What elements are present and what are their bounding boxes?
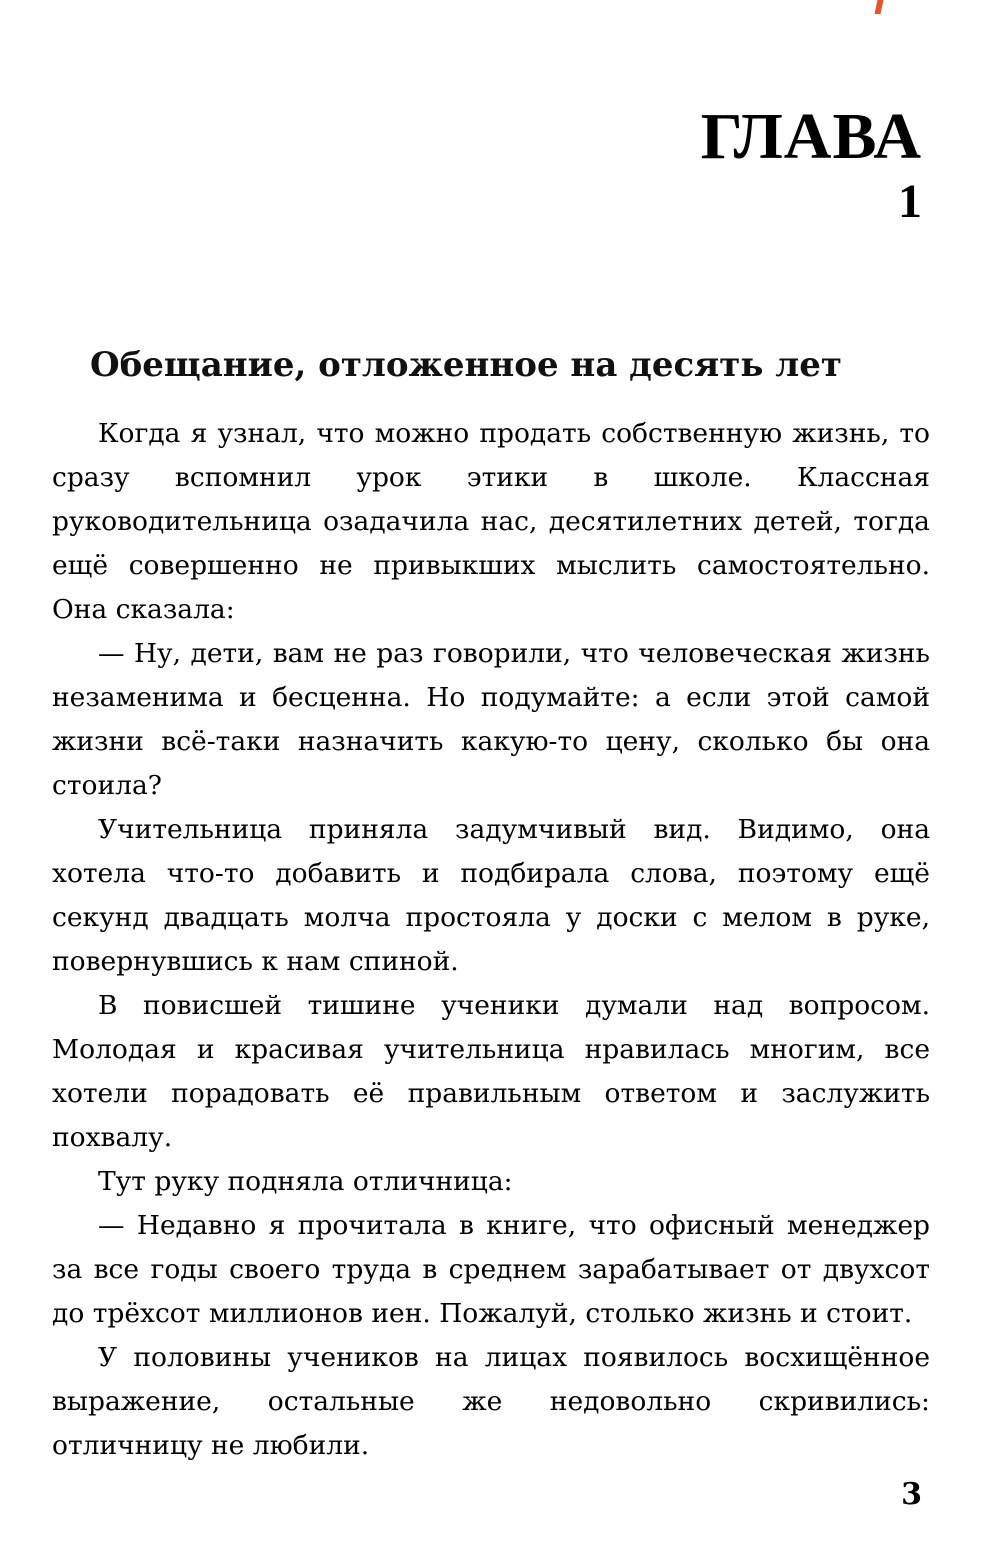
paragraph: Когда я узнал, что можно продать собственную жизнь, то сразу вспомнил урок этики в школе. Классная руководительница озадачила нас, десятилетних детей, тогда ещё совершенно не привыкших мыслить самостоятельно. Она сказала: [52, 418, 930, 625]
paragraph: В повисшей тишине ученики думали над вопросом. Молодая и красивая учительница нравилась многим, все хотели порадовать её правильным ответом и заслужить похвалу. [52, 990, 930, 1153]
body-text [52, 412, 930, 1468]
paragraph: Учительница приняла задумчивый вид. Видимо, она хотела что-то добавить и подбирала слова, поэтому ещё секунд двадцать молча простояла у доски с мелом в руке, повернувшись к нам спиной. [52, 814, 930, 977]
chapter-label: ГЛАВА [700, 100, 922, 173]
page-number: 3 [901, 1477, 922, 1512]
chapter-heading [700, 100, 922, 228]
paragraph: — Недавно я прочитала в книге, что офисный менеджер за все годы своего труда в среднем зарабатывает от двухсот до трёхсот миллионов иен. Пожалуй, столько жизнь и стоит. [52, 1210, 930, 1329]
paragraph: Тут руку подняла отличница: [98, 1166, 513, 1197]
paragraph: У половины учеников на лицах появилось восхищённое выражение, остальные же недовольно скривились: отличницу не любили. [52, 1342, 930, 1461]
accent-mark-icon [875, 0, 884, 14]
chapter-number: 1 [898, 175, 922, 228]
page-title: Обещание, отложенное на десять лет [90, 345, 842, 385]
paragraph: — Ну, дети, вам не раз говорили, что человеческая жизнь незаменима и бесценна. Но подумайте: а если этой самой жизни всё-таки назначить какую-то цену, сколько бы она стоила? [52, 638, 930, 801]
